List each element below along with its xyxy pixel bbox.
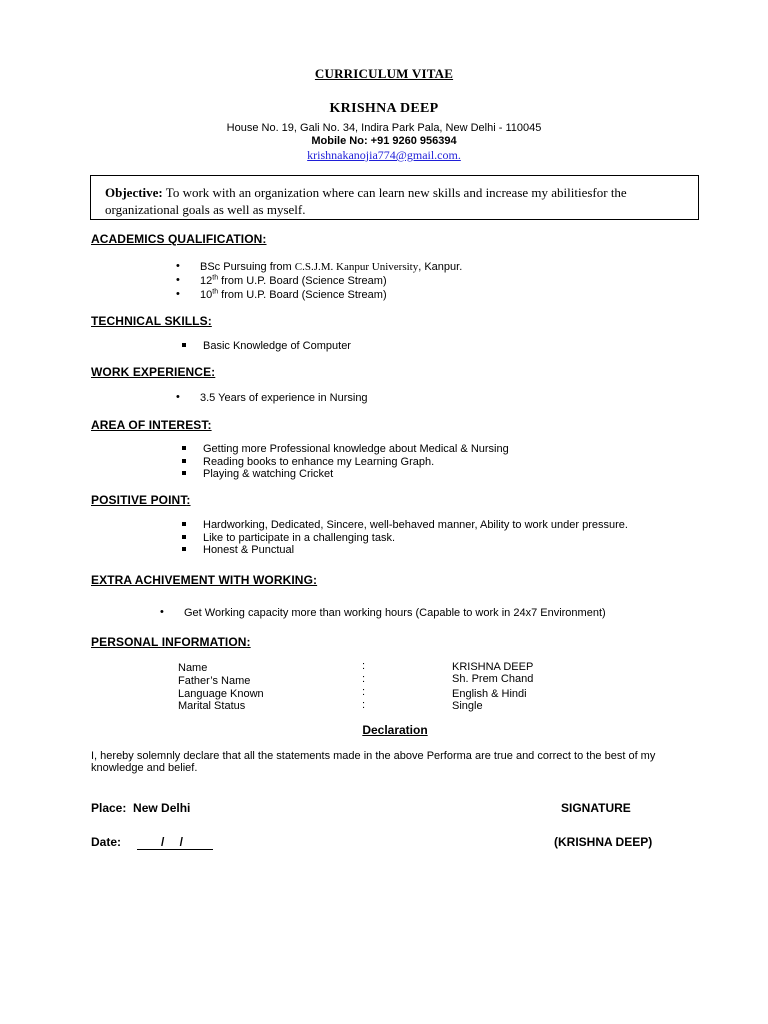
personal-heading: PERSONAL INFORMATION: [91, 635, 251, 649]
info-value: Single [452, 700, 483, 712]
bullet-icon [182, 343, 186, 347]
list-item: Honest & Punctual [203, 544, 295, 556]
positive-heading: POSITIVE POINT: [91, 493, 191, 507]
signature-label: SIGNATURE [561, 801, 631, 815]
list-item: Getting more Professional knowledge about Medical & Nursing [203, 443, 509, 455]
objective-box [90, 175, 699, 220]
candidate-name: KRISHNA DEEP [329, 101, 439, 116]
bullet-icon: • [176, 288, 180, 300]
place-label: Place: [91, 801, 127, 815]
place-value: New Delhi [133, 801, 191, 815]
bullet-icon: • [176, 260, 180, 272]
bullet-icon: • [176, 274, 180, 286]
list-item: Playing & watching Cricket [203, 468, 334, 480]
academics-heading: ACADEMICS QUALIFICATION: [91, 232, 267, 246]
list-item: 10th from U.P. Board (Science Stream) [200, 288, 387, 301]
mobile-number: Mobile No: +91 9260 956394 [311, 135, 457, 147]
date-line [91, 835, 213, 850]
bullet-icon: • [176, 391, 180, 403]
list-item: BSc Pursuing from C.S.J.M. Kanpur University, Kanpur. [200, 261, 463, 273]
info-separator: : [362, 673, 366, 685]
place-line [91, 801, 190, 815]
declaration-text: I, hereby solemnly declare that all the statements made in the above Performa are true and correct to the best of my knowledge and belief. [91, 750, 656, 774]
info-label: Marital Status [178, 700, 246, 712]
signature-name: (KRISHNA DEEP) [554, 835, 653, 849]
info-value: Sh. Prem Chand [452, 673, 534, 685]
bullet-icon [182, 471, 186, 475]
list-item: Like to participate in a challenging task. [203, 532, 396, 544]
objective-label: Objective: [105, 185, 163, 200]
bullet-icon [182, 446, 186, 450]
date-blank-field: / / [137, 835, 213, 850]
technical-heading: TECHNICAL SKILLS: [91, 314, 212, 328]
declaration-heading: Declaration [362, 723, 428, 737]
list-item: Basic Knowledge of Computer [203, 340, 351, 352]
cv-title: CURRICULUM VITAE [314, 66, 454, 81]
info-label: Name [178, 662, 208, 674]
extra-heading: EXTRA ACHIVEMENT WITH WORKING: [91, 573, 318, 587]
list-item: Hardworking, Dedicated, Sincere, well-behaved manner, Ability to work under pressure. [203, 519, 628, 531]
list-item: 12th from U.P. Board (Science Stream) [200, 274, 387, 287]
bullet-icon [182, 459, 186, 463]
info-label: Language Known [178, 688, 264, 700]
bullet-icon [182, 547, 186, 551]
info-value: English & Hindi [452, 688, 527, 700]
info-separator: : [362, 699, 366, 711]
list-item: Reading books to enhance my Learning Graph. [203, 456, 435, 468]
email-link[interactable]: krishnakanojia774@gmail.com. [307, 148, 461, 162]
list-item: Get Working capacity more than working hours (Capable to work in 24x7 Environment) [184, 607, 606, 619]
info-label: Father’s Name [178, 675, 251, 687]
bullet-icon [182, 522, 186, 526]
address: House No. 19, Gali No. 34, Indira Park Pala, New Delhi - 110045 [226, 122, 542, 134]
bullet-icon [182, 535, 186, 539]
list-item: 3.5 Years of experience in Nursing [200, 392, 368, 404]
date-label: Date: [91, 835, 122, 849]
interest-heading: AREA OF INTEREST: [91, 418, 212, 432]
bullet-icon: • [160, 606, 164, 618]
info-separator: : [362, 686, 366, 698]
info-value: KRISHNA DEEP [452, 661, 534, 673]
info-separator: : [362, 660, 366, 672]
work-heading: WORK EXPERIENCE: [91, 365, 216, 379]
objective-text: To work with an organization where can learn new skills and increase my abilitiesfor the organizational goals as well as myself. [105, 185, 627, 217]
